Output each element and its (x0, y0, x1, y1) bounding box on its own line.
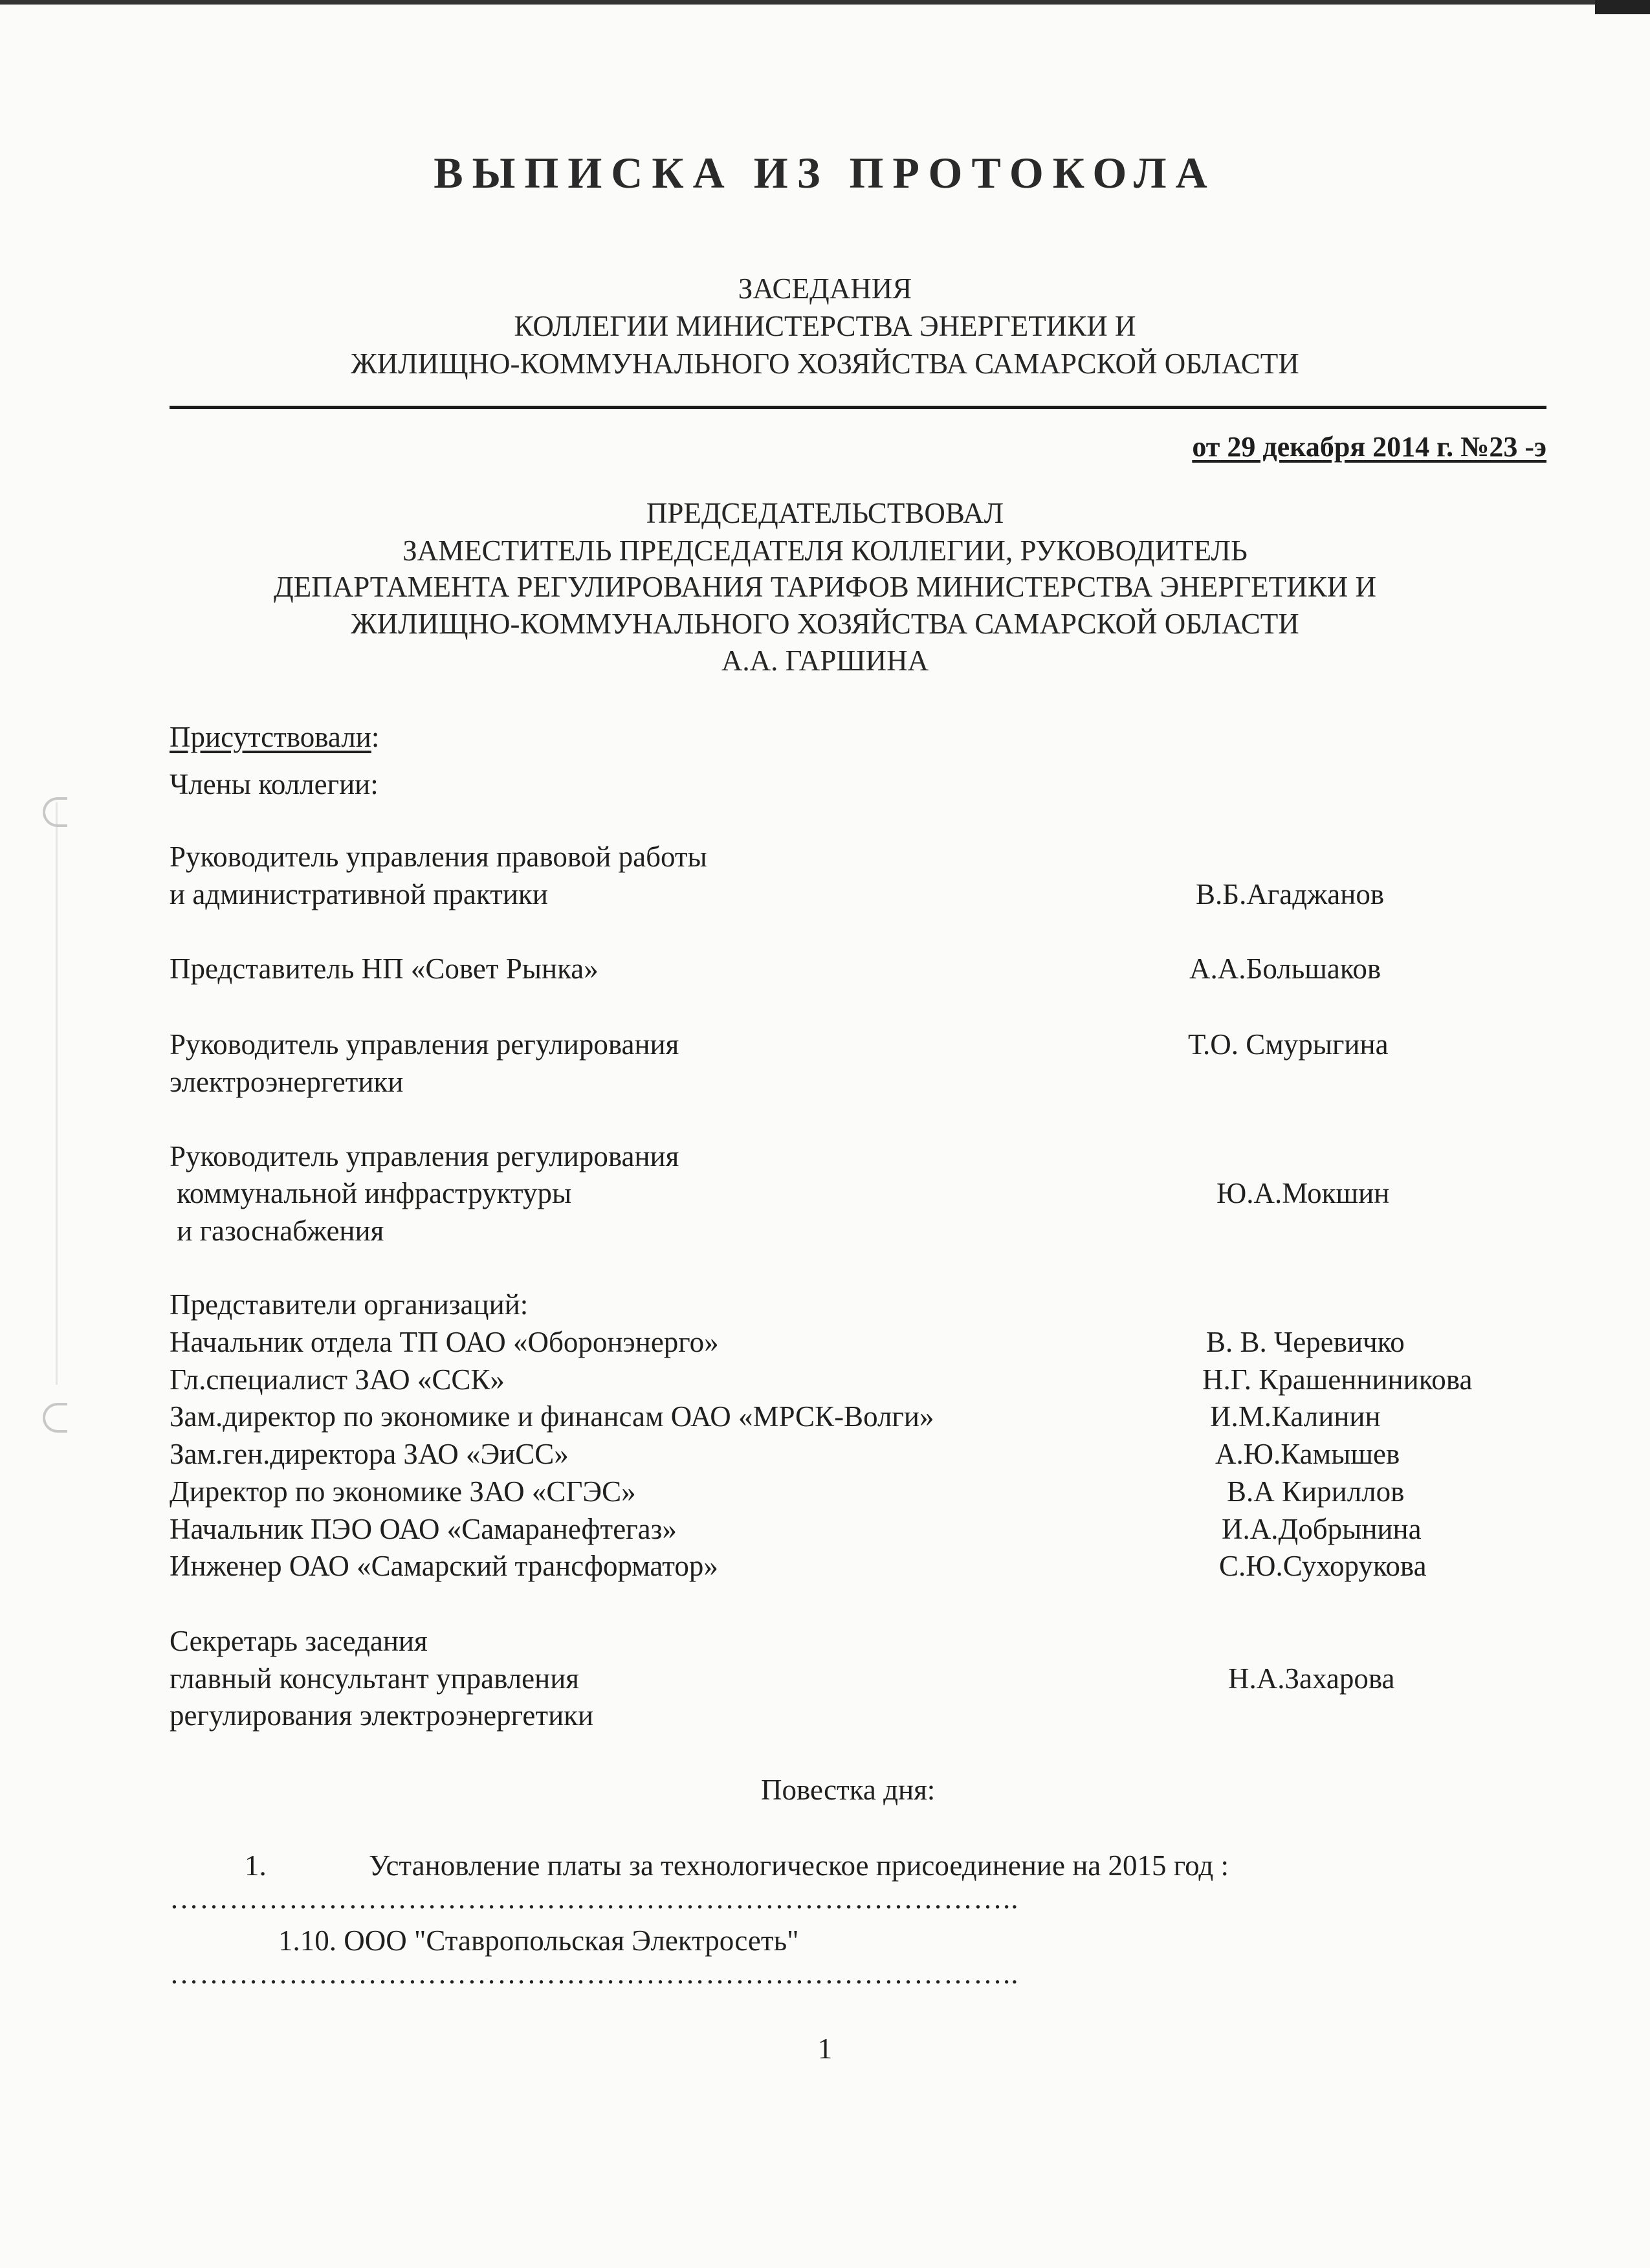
agenda-item-number: 1. (245, 1849, 267, 1882)
present-label: Присутствовали (170, 721, 371, 753)
member-role: Руководитель управления правовой работы (170, 841, 707, 873)
chair-line-3: ДЕПАРТАМЕНТА РЕГУЛИРОВАНИЯ ТАРИФОВ МИНИСТЕРСТВА ЭНЕРГЕТИКИ И (274, 571, 1376, 603)
secretary-line-2: главный консультант управления (170, 1662, 580, 1695)
document-title: ВЫПИСКА ИЗ ПРОТОКОЛА (434, 148, 1216, 197)
page-number: 1 (817, 2032, 833, 2065)
agenda-dots-1: ………………………………………………………………………….. (170, 1882, 1019, 1915)
scan-corner (1595, 0, 1650, 14)
meeting-line-1: ЗАСЕДАНИЯ (738, 272, 912, 305)
org-role: Зам.ген.директора ЗАО «ЭиСС» (170, 1438, 569, 1470)
orgs-label: Представители организаций: (170, 1288, 529, 1321)
agenda-label: Повестка дня: (761, 1774, 936, 1806)
member-role: и газоснабжения (170, 1215, 384, 1247)
member-role: Руководитель управления регулирования (170, 1028, 679, 1061)
org-role: Начальник ПЭО ОАО «Самаранефтегаз» (170, 1513, 677, 1545)
member-name: Т.О. Смурыгина (1188, 1028, 1389, 1061)
chair-line-1: ПРЕДСЕДАТЕЛЬСТВОВАЛ (646, 497, 1004, 529)
protocol-date: от 29 декабря 2014 г. №23 -э (1192, 431, 1546, 463)
chair-line-5: А.А. ГАРШИНА (721, 644, 929, 677)
scan-edge (0, 0, 1650, 5)
org-name: В. В. Черевичко (1206, 1326, 1405, 1358)
org-name: В.А Кириллов (1227, 1475, 1405, 1508)
org-name: И.А.Добрынина (1222, 1513, 1422, 1545)
members-label: Члены коллегии: (170, 768, 379, 800)
org-name: Н.Г. Крашенниникова (1202, 1363, 1473, 1396)
meeting-line-3: ЖИЛИЩНО-КОММУНАЛЬНОГО ХОЗЯЙСТВА САМАРСКОЙ ОБЛАСТИ (351, 347, 1299, 380)
member-role: коммунальной инфраструктуры (170, 1177, 572, 1209)
agenda-subitem: 1.10. ООО "Ставропольская Электросеть" (278, 1924, 799, 1957)
member-role: Представитель НП «Совет Рынка» (170, 952, 599, 985)
org-name: С.Ю.Сухорукова (1219, 1550, 1427, 1582)
org-name: А.Ю.Камышев (1215, 1438, 1400, 1470)
secretary-name: Н.А.Захарова (1228, 1662, 1395, 1695)
chair-line-2: ЗАМЕСТИТЕЛЬ ПРЕДСЕДАТЕЛЯ КОЛЛЕГИИ, РУКОВОДИТЕЛЬ (402, 534, 1248, 567)
member-role: Руководитель управления регулирования (170, 1140, 679, 1173)
meeting-line-2: КОЛЛЕГИИ МИНИСТЕРСТВА ЭНЕРГЕТИКИ И (514, 310, 1136, 342)
member-name: А.А.Большаков (1189, 952, 1381, 985)
secretary-line-1: Секретарь заседания (170, 1625, 428, 1657)
org-role: Директор по экономике ЗАО «СГЭС» (170, 1475, 636, 1508)
org-name: И.М.Калинин (1210, 1400, 1381, 1433)
punch-hole-bottom (43, 1403, 67, 1433)
header-divider (170, 406, 1546, 409)
org-role: Начальник отдела ТП ОАО «Оборонэнерго» (170, 1326, 719, 1358)
binding-crease (56, 802, 58, 1385)
member-name: В.Б.Агаджанов (1196, 878, 1385, 910)
punch-hole-top (43, 797, 67, 827)
present-heading (170, 720, 379, 754)
member-name: Ю.А.Мокшин (1216, 1177, 1390, 1209)
org-role: Инженер ОАО «Самарский трансформатор» (170, 1550, 718, 1582)
secretary-line-3: регулирования электроэнергетики (170, 1699, 594, 1732)
org-role: Зам.директор по экономике и финансам ОАО «МРСК-Волги» (170, 1400, 934, 1433)
member-role: и административной практики (170, 878, 548, 910)
chair-line-4: ЖИЛИЩНО-КОММУНАЛЬНОГО ХОЗЯЙСТВА САМАРСКОЙ ОБЛАСТИ (351, 608, 1299, 640)
present-colon: : (371, 721, 380, 753)
agenda-dots-2: ………………………………………………………………………….. (170, 1957, 1019, 1990)
agenda-item-text: Установление платы за технологическое присоединение на 2015 год : (369, 1849, 1229, 1882)
org-role: Гл.специалист ЗАО «ССК» (170, 1363, 505, 1396)
member-role: электроэнергетики (170, 1066, 404, 1098)
